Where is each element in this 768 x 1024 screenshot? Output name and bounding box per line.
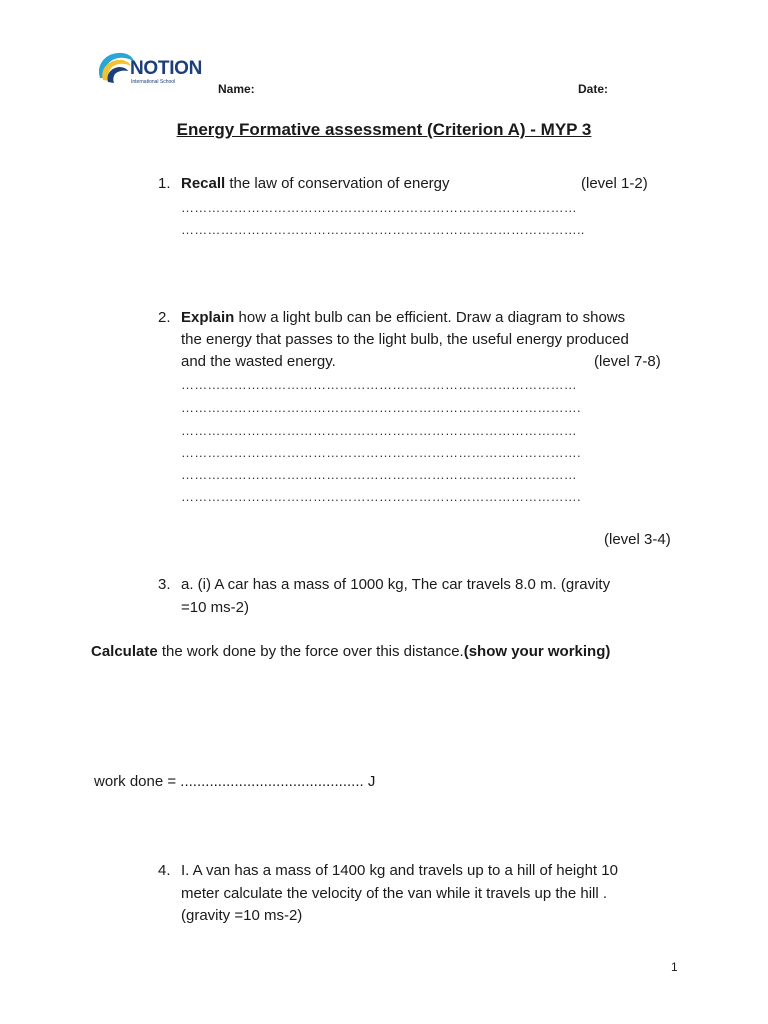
q2-line-3: and the wasted energy. (181, 353, 336, 370)
q2-number: 2. (158, 309, 171, 326)
q1-verb: Recall (181, 175, 226, 192)
q1-answer-line: ……………………………………………………………………………….. (181, 222, 585, 237)
q3-calc-text: the work done by the force over this distance. (157, 643, 464, 660)
date-label: Date: (578, 82, 609, 96)
q4-line-1: I. A van has a mass of 1400 kg and travels up to a hill of height 10 (181, 862, 618, 879)
q1-number: 1. (158, 175, 171, 192)
q2-line-2: the energy that passes to the light bulb, the useful energy produced (181, 331, 629, 348)
q2-text: how a light bulb can be efficient. Draw a diagram to shows (234, 309, 626, 326)
q1-text: the law of conservation of energy (225, 175, 450, 192)
q2-answer-line: ……………………………………………………………………………… (181, 423, 577, 438)
q4-number: 4. (158, 862, 171, 879)
q4-line-2: meter calculate the velocity of the van while it travels up the hill . (181, 885, 608, 902)
q2-answer-line: ……………………………………………………………………………… (181, 467, 577, 482)
q3-calc-prompt (91, 643, 610, 660)
q1-answer-line: ……………………………………………………………………………… (181, 200, 577, 215)
page-title: Energy Formative assessment (Criterion A) - MYP 3 (176, 120, 592, 139)
q3-line-1: a. (i) A car has a mass of 1000 kg, The car travels 8.0 m. (gravity (181, 576, 611, 593)
q1-prompt (181, 175, 450, 192)
q3-calc-note: (show your working) (463, 643, 611, 660)
page-number: 1 (671, 960, 678, 974)
logo-wordmark: NOTION (130, 58, 203, 79)
q2-line-1 (181, 309, 625, 326)
q4-line-3: (gravity =10 ms-2) (181, 907, 303, 924)
q2-answer-line: ………………………………………………………………………………. (181, 489, 581, 504)
q3-level: (level 3-4) (604, 531, 671, 548)
q2-verb: Explain (181, 309, 235, 326)
q2-answer-line: ………………………………………………………………………………. (181, 445, 581, 460)
school-logo (94, 48, 219, 94)
q1-level: (level 1-2) (581, 175, 648, 192)
q2-level: (level 7-8) (594, 353, 661, 370)
q3-line-2: =10 ms-2) (181, 599, 249, 616)
q3-number: 3. (158, 576, 171, 593)
q2-answer-line: ………………………………………………………………………………. (181, 400, 581, 415)
q2-answer-line: ……………………………………………………………………………… (181, 377, 577, 392)
q3-work-done: work done = ............................................ J (94, 773, 376, 790)
q3-calc-verb: Calculate (91, 643, 158, 660)
name-label: Name: (218, 82, 255, 96)
logo-tagline: International School (131, 79, 176, 85)
